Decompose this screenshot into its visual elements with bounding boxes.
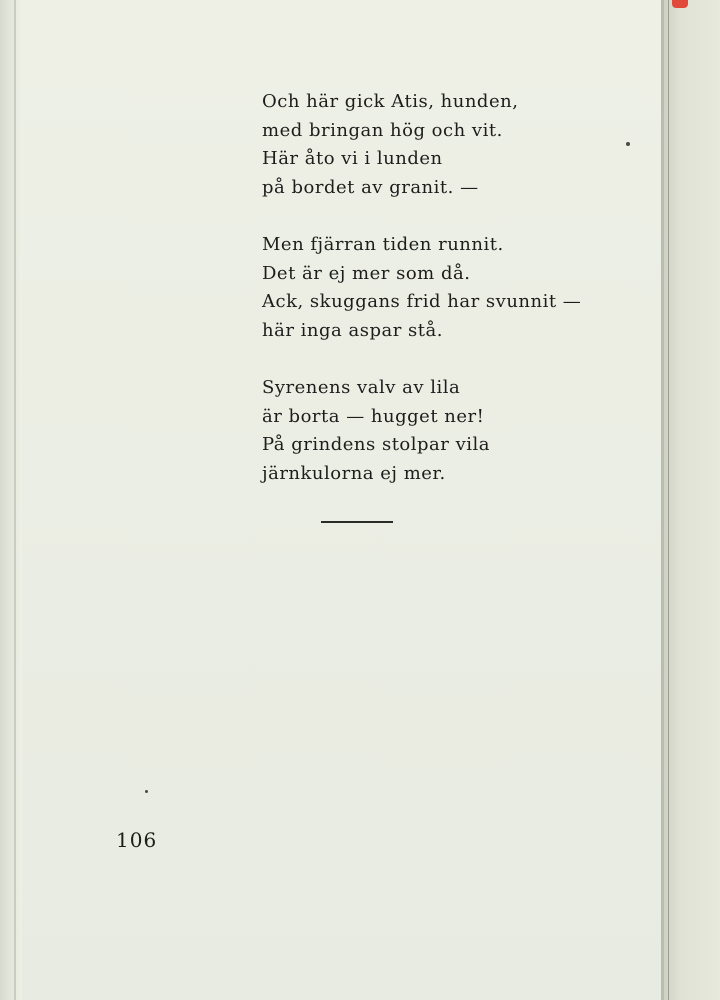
right-page-edge [664,0,720,1000]
ink-speck [626,142,630,146]
poem-line: Och här gick Atis, hunden, [262,91,519,112]
stanza [262,231,582,345]
poem-line: Syrenens valv av lila [262,377,461,398]
section-divider [321,521,393,523]
ink-speck [145,790,148,793]
poem-line: järnkulorna ej mer. [262,462,446,484]
page-number: 106 [116,828,158,852]
left-page-edge [0,0,22,1000]
stanza [262,88,582,202]
poem-line: Här åto vi i lunden [262,148,443,169]
poem-line: är borta — hugget ner! [262,405,485,427]
poem-line: här inga aspar stå. [262,319,443,341]
poem-line: Men fjärran tiden runnit. [262,234,504,255]
poem [262,88,582,488]
poem-line: på bordet av granit. — [262,176,479,198]
stanza [262,374,582,488]
poem-line: Ack, skuggans frid har svunnit — [262,291,582,312]
poem-line: Det är ej mer som då. [262,262,471,284]
corner-tab-mark [672,0,688,8]
poem-line: På grindens stolpar vila [262,434,491,455]
poem-line: med bringan hög och vit. [262,119,503,141]
